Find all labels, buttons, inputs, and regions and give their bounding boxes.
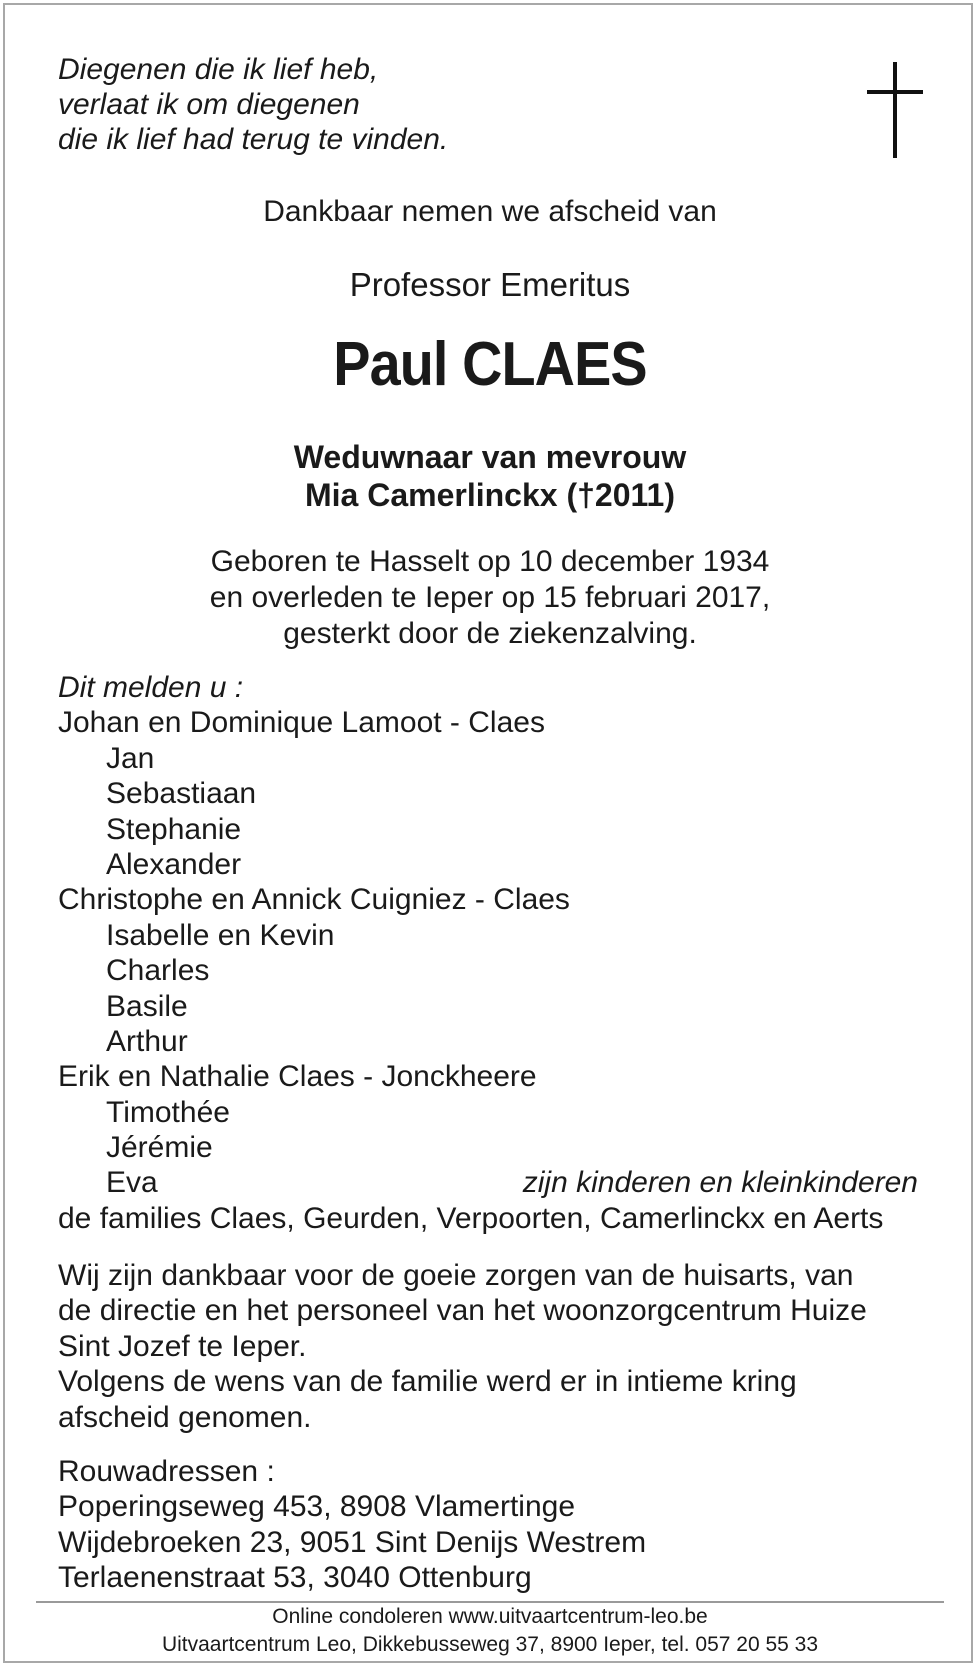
family-member: Charles bbox=[106, 954, 210, 988]
family-member: Timothée bbox=[106, 1095, 230, 1129]
deceased-name: Paul CLAES bbox=[333, 330, 647, 399]
life-line: en overleden te Ieper op 15 februari 2017, bbox=[209, 581, 771, 614]
mourning-addresses bbox=[58, 1454, 646, 1596]
cross-horizontal-bar bbox=[867, 90, 923, 94]
footer-divider bbox=[36, 1601, 944, 1603]
family-row bbox=[58, 776, 918, 811]
family-member: Alexander bbox=[106, 847, 242, 881]
family-member: Jérémie bbox=[106, 1131, 213, 1165]
addresses-heading: Rouwadressen : bbox=[58, 1455, 275, 1488]
family-list bbox=[58, 670, 918, 1236]
thanks-line: Wij zijn dankbaar voor de goeie zorgen van de huisarts, van bbox=[58, 1259, 854, 1292]
family-member: Sebastiaan bbox=[106, 777, 257, 811]
family-row bbox=[58, 1201, 918, 1236]
cross-vertical-bar bbox=[893, 62, 897, 158]
quote-line: Diegenen die ik lief heb, bbox=[58, 53, 379, 86]
family-row bbox=[58, 1024, 918, 1059]
spouse-line: Weduwnaar van mevrouw bbox=[293, 439, 687, 475]
opening-quote bbox=[58, 52, 448, 157]
spouse-line: Mia Camerlinckx (†2011) bbox=[305, 477, 675, 513]
family-member: Johan en Dominique Lamoot - Claes bbox=[58, 706, 545, 740]
family-member: Christophe en Annick Cuigniez - Claes bbox=[58, 883, 570, 917]
family-member: Jan bbox=[106, 741, 155, 775]
family-row bbox=[58, 847, 918, 882]
family-row bbox=[58, 1095, 918, 1130]
quote-line: die ik lief had terug te vinden. bbox=[58, 123, 449, 156]
intro-text: Dankbaar nemen we afscheid van bbox=[263, 195, 717, 228]
spouse-block bbox=[0, 438, 980, 514]
thanks-line: afscheid genomen. bbox=[58, 1400, 312, 1434]
address-line: Terlaenenstraat 53, 3040 Ottenburg bbox=[58, 1561, 532, 1595]
family-row bbox=[58, 1130, 918, 1165]
family-row bbox=[58, 705, 918, 740]
address-line: Wijdebroeken 23, 9051 Sint Denijs Westrem bbox=[58, 1525, 647, 1559]
thanks-line: Volgens de wens van de familie werd er in intieme kring bbox=[58, 1365, 797, 1399]
family-row bbox=[58, 812, 918, 847]
online-condolence-line: Online condoleren www.uitvaartcentrum-leo.be bbox=[272, 1605, 708, 1628]
thanks-line: Sint Jozef te Ieper. bbox=[58, 1329, 307, 1363]
life-line: gesterkt door de ziekenzalving. bbox=[283, 617, 697, 650]
life-line: Geboren te Hasselt op 10 december 1934 bbox=[210, 545, 770, 578]
family-row bbox=[58, 1165, 918, 1200]
family-row bbox=[58, 741, 918, 776]
thanks-line: de directie en het personeel van het woonzorgcentrum Huize bbox=[58, 1294, 867, 1328]
family-row bbox=[58, 1059, 918, 1094]
family-member: Stephanie bbox=[106, 812, 242, 846]
family-row bbox=[58, 953, 918, 988]
family-member: Eva bbox=[106, 1166, 158, 1200]
family-member: Erik en Nathalie Claes - Jonckheere bbox=[58, 1060, 537, 1094]
family-member: Arthur bbox=[106, 1024, 188, 1058]
title-prefix: Professor Emeritus bbox=[349, 266, 631, 303]
family-member: Isabelle en Kevin bbox=[106, 918, 335, 952]
latin-cross-icon bbox=[867, 62, 923, 158]
funeral-home-contact: Uitvaartcentrum Leo, Dikkebusseweg 37, 8900 Ieper, tel. 057 20 55 33 bbox=[161, 1633, 819, 1656]
family-member: Basile bbox=[106, 989, 188, 1023]
relation-label: zijn kinderen en kleinkinderen bbox=[522, 1166, 918, 1200]
announcers-heading: Dit melden u : bbox=[58, 671, 244, 704]
family-row bbox=[58, 882, 918, 917]
life-dates bbox=[0, 544, 980, 652]
thanks-paragraph bbox=[58, 1258, 867, 1435]
family-row bbox=[58, 918, 918, 953]
family-member: de families Claes, Geurden, Verpoorten, Camerlinckx en Aerts bbox=[58, 1201, 884, 1235]
family-row bbox=[58, 989, 918, 1024]
address-line: Poperingseweg 453, 8908 Vlamertinge bbox=[58, 1490, 576, 1524]
quote-line: verlaat ik om diegenen bbox=[58, 88, 360, 121]
